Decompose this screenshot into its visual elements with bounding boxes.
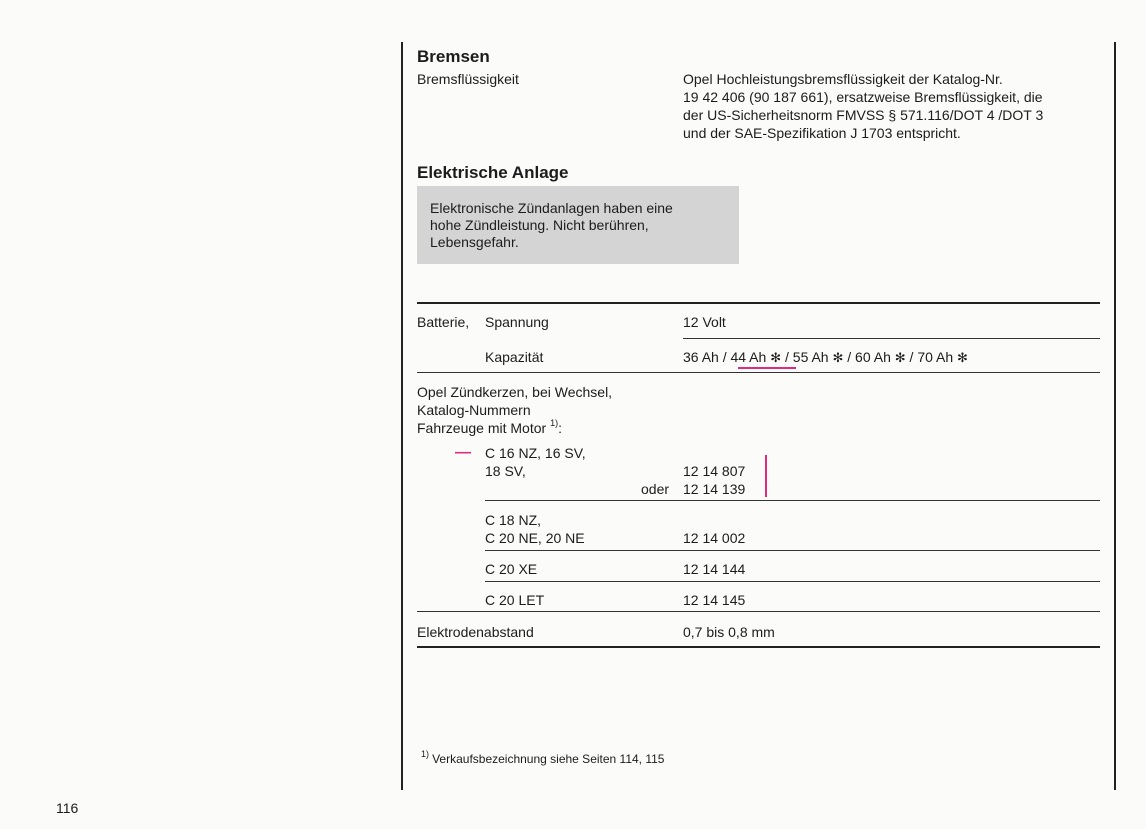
plug-12-14-002: 12 14 002 [683,530,746,546]
electrical-heading: Elektrische Anlage [417,163,569,182]
warning-box [417,186,739,264]
capacity-part: / 70 Ah [905,349,958,365]
left-margin-rule [401,42,403,790]
row-rule [485,500,1100,501]
change-marker: — [455,444,471,461]
footnote-text: Verkaufsbezeichnung siehe Seiten 114, 115 [432,752,665,766]
spark-plug-intro-1: Opel Zündkerzen, bei Wechsel, [417,384,613,400]
capacity-label: Kapazität [485,349,544,365]
plug-12-14-139: 12 14 139 [683,481,746,497]
cold-star-icon: ✻ [770,350,782,365]
cold-star-icon: ✻ [894,350,906,365]
capacity-part: / 55 Ah [781,349,833,365]
brake-fluid-line-4: und der SAE-Spezifikation J 1703 entspricht. [683,125,961,141]
voltage-value: 12 Volt [683,314,726,330]
table-bottom-rule [417,646,1100,648]
or-connector: oder [641,481,670,497]
table-top-rule [417,302,1100,304]
battery-label: Batterie, [417,314,470,330]
engine-c20let: C 20 LET [485,592,545,608]
pink-vertical-mark [765,455,767,497]
brake-fluid-line-3: der US-Sicherheitsnorm FMVSS § 571.116/DOT 4 /DOT 3 [683,107,1044,123]
brake-fluid-line-1: Opel Hochleistungsbremsflüssigkeit der Katalog-Nr. [683,71,1003,87]
engine-18sv: 18 SV, [485,463,526,479]
row-rule [417,611,1100,612]
intro-text: Fahrzeuge mit Motor [417,420,547,436]
capacity-part: 36 Ah / [683,349,731,365]
plug-12-14-145: 12 14 145 [683,592,746,608]
brake-fluid-line-2: 19 42 406 (90 187 661), ersatzweise Bremsflüssigkeit, die [683,89,1043,105]
footnote-marker: 1) [421,749,430,760]
capacity-value [683,349,968,366]
footnote-ref: 1) [550,418,559,429]
row-rule [417,372,1100,373]
plug-12-14-807: 12 14 807 [683,463,746,479]
capacity-part: / 60 Ah [843,349,895,365]
row-rule [683,338,1100,339]
engine-c16nz: C 16 NZ, 16 SV, [485,445,586,461]
warning-line-3: Lebensgefahr. [430,234,519,250]
warning-line-1: Elektronische Zündanlagen haben eine [430,200,673,216]
right-margin-rule [1114,42,1116,790]
warning-line-2: hohe Zündleistung. Nicht berühren, [430,217,649,233]
brake-fluid-label: Bremsflüssigkeit [417,71,519,87]
plug-12-14-144: 12 14 144 [683,561,746,577]
voltage-label: Spannung [485,314,549,330]
electrode-gap-value: 0,7 bis 0,8 mm [683,624,775,640]
cold-star-icon: ✻ [832,350,844,365]
spark-plug-intro-2: Katalog-Nummern [417,402,531,418]
row-rule [485,581,1100,582]
pink-underline-mark [738,367,796,369]
capacity-marked: 44 Ah [730,349,767,365]
engine-c18nz: C 18 NZ, [485,512,542,528]
footnote [421,749,665,766]
page-number: 116 [56,800,79,816]
brakes-heading: Bremsen [417,47,490,66]
electrode-gap-label: Elektrodenabstand [417,624,534,640]
spark-plug-intro-3 [417,420,562,437]
engine-c20ne: C 20 NE, 20 NE [485,530,585,546]
engine-c20xe: C 20 XE [485,561,538,577]
colon: : [558,420,562,436]
row-rule [485,550,1100,551]
cold-star-icon: ✻ [957,350,968,365]
